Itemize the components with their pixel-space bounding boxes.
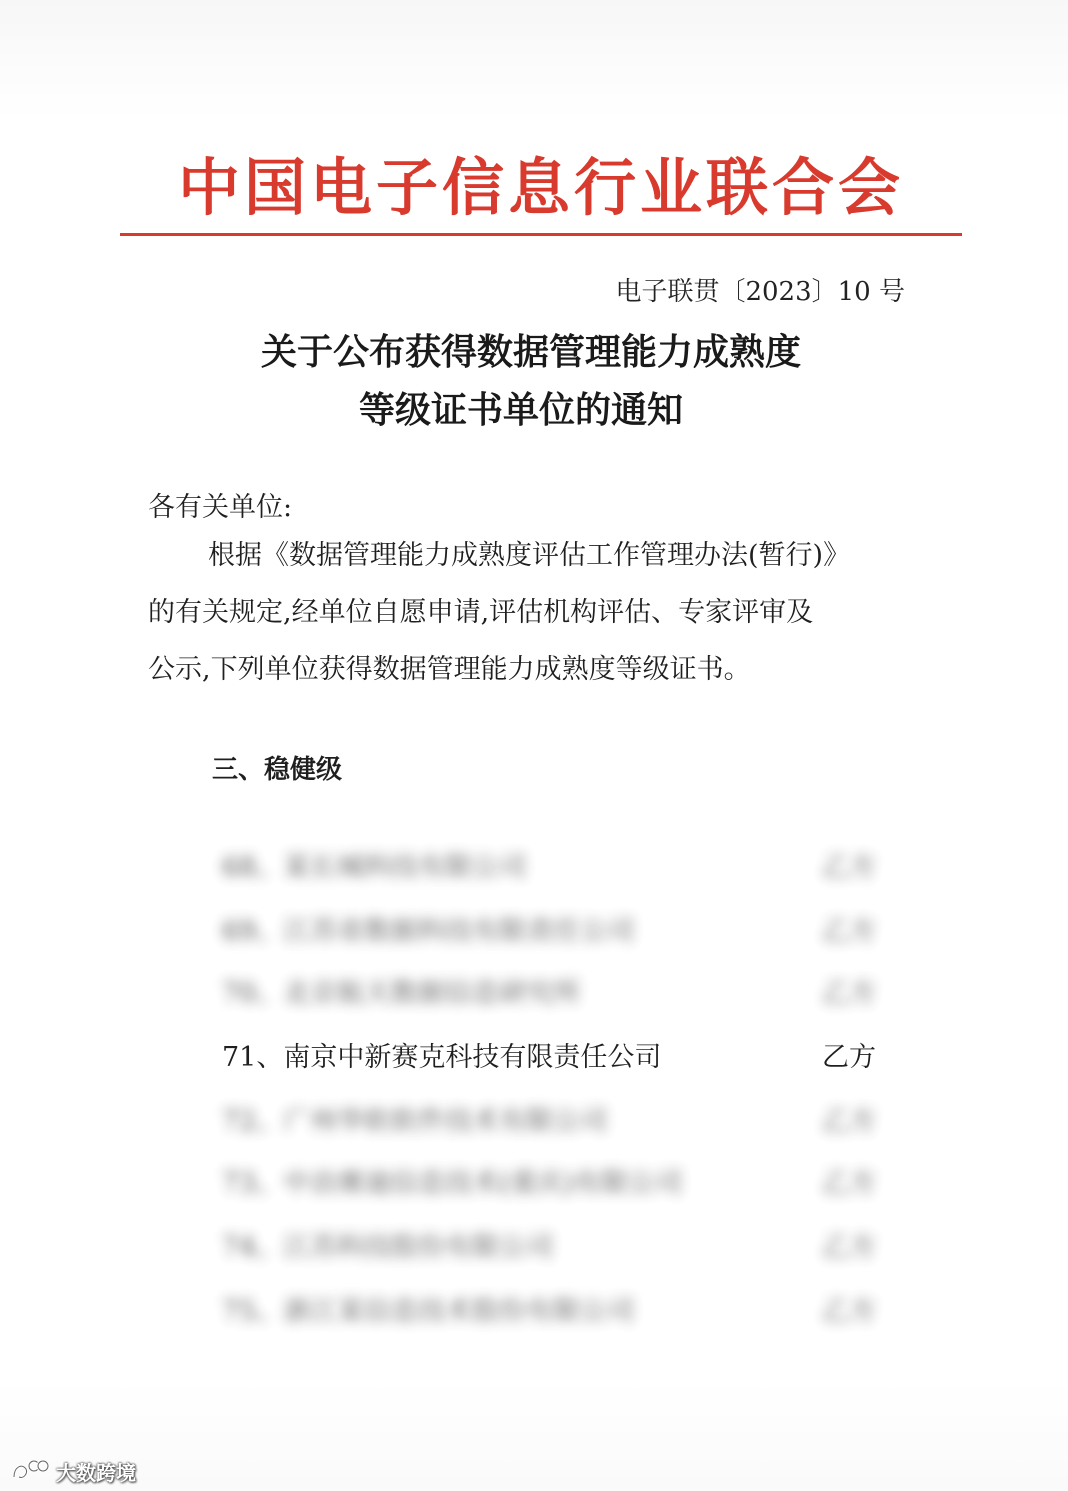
- body-paragraph-line-3: 公示,下列单位获得数据管理能力成熟度等级证书。: [148, 654, 751, 685]
- list-item: [0, 1224, 1068, 1272]
- unit-role: 乙方: [822, 1232, 876, 1263]
- unit-name: 74、江苏科技股份有限公司: [222, 1232, 554, 1263]
- unit-name: 69、江苏省数据科技有限责任公司: [222, 916, 635, 947]
- unit-name: 72、广州华软软件技术有限公司: [222, 1106, 608, 1137]
- brand-logo-icon: [10, 1457, 50, 1485]
- list-item: [0, 908, 1068, 956]
- document-title-line-1: 关于公布获得数据管理能力成熟度: [260, 331, 801, 373]
- list-item: [0, 1160, 1068, 1208]
- organization-header: 中国电子信息行业联合会: [177, 151, 904, 224]
- unit-role: 乙方: [822, 1296, 876, 1327]
- document-title-line-2: 等级证书单位的通知: [358, 389, 683, 431]
- unit-role: 乙方: [822, 1106, 876, 1137]
- unit-role: 乙方: [822, 978, 876, 1009]
- list-item: [0, 844, 1068, 892]
- document-number: 电子联贯〔2023〕10 号: [615, 277, 905, 307]
- unit-name: 71、南京中新赛克科技有限责任公司: [222, 1042, 662, 1073]
- unit-name: 68、某长城科技有限公司: [222, 852, 527, 883]
- watermark: [10, 1454, 136, 1488]
- body-paragraph-line-2: 的有关规定,经单位自愿申请,评估机构评估、专家评审及: [148, 597, 814, 628]
- watermark-text: 大数跨境: [56, 1460, 136, 1485]
- unit-name: 70、北京航天数据信息研究所: [222, 978, 581, 1009]
- unit-role: 乙方: [822, 916, 876, 947]
- unit-name: 75、浙江某信息技术股份有限公司: [222, 1296, 635, 1327]
- list-item: [0, 1288, 1068, 1336]
- list-item: [0, 1034, 1068, 1082]
- section-heading: 三、稳健级: [212, 755, 343, 785]
- header-divider: [120, 233, 962, 236]
- list-item: [0, 1098, 1068, 1146]
- unit-name: 73、中冶赛迪信息技术(重庆)有限公司: [222, 1168, 683, 1199]
- unit-role: 乙方: [822, 1042, 876, 1073]
- body-paragraph-line-1: 根据《数据管理能力成熟度评估工作管理办法(暂行)》: [208, 540, 851, 571]
- unit-role: 乙方: [822, 1168, 876, 1199]
- unit-role: 乙方: [822, 852, 876, 883]
- list-item: [0, 970, 1068, 1018]
- salutation: 各有关单位:: [148, 492, 293, 523]
